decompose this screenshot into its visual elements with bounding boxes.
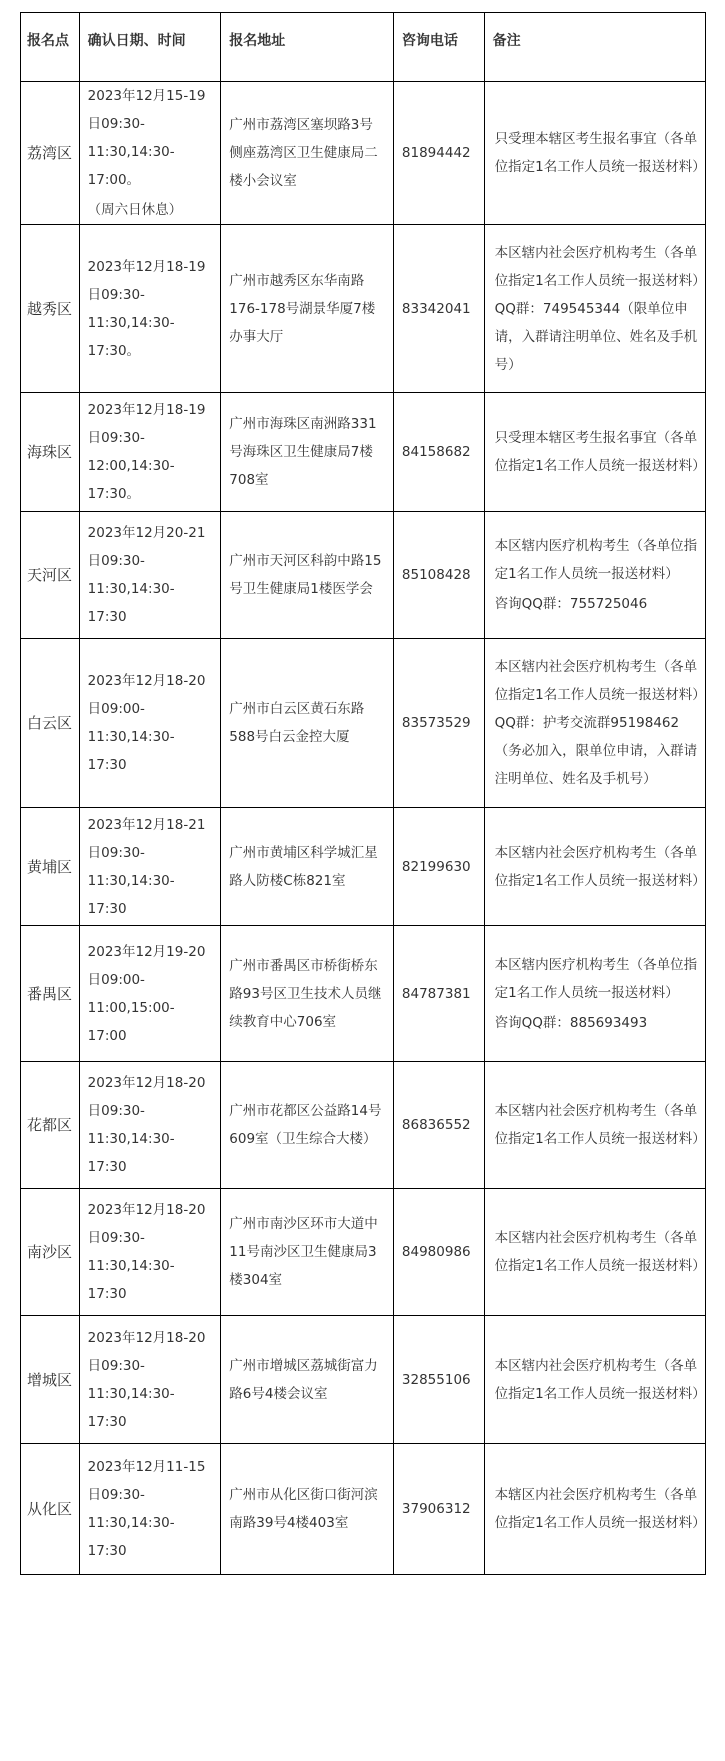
header-address: 报名地址 <box>221 13 394 82</box>
table-row <box>21 1062 706 1189</box>
note-text: 本区辖内社会医疗机构考生（各单位指定1名工作人员统一报送材料） <box>494 1357 706 1402</box>
date-cell: 2023年12月18-19日09:30-11:30,14:30-17:30。 <box>79 225 221 393</box>
district-cell: 天河区 <box>21 512 80 639</box>
note-text: 本区辖内社会医疗机构考生（各单位指定1名工作人员统一报送材料） <box>494 844 706 889</box>
date-text: 2023年12月15-19日09:30-11:30,14:30-17:00。 <box>87 88 206 188</box>
phone-cell: 82199630 <box>393 808 484 926</box>
phone-cell: 83573529 <box>393 639 484 808</box>
note-cell <box>484 225 705 393</box>
date-cell: 2023年12月18-21日09:30-11:30,14:30-17:30 <box>79 808 221 926</box>
phone-cell: 32855106 <box>393 1316 484 1444</box>
address-cell: 广州市海珠区南洲路331号海珠区卫生健康局7楼708室 <box>221 393 394 512</box>
note-text: 本区辖内社会医疗机构考生（各单位指定1名工作人员统一报送材料） <box>494 1103 706 1147</box>
address-cell: 广州市越秀区东华南路176-178号湖景华厦7楼办事大厅 <box>221 225 394 393</box>
date-cell: 2023年12月18-20日09:30-11:30,14:30-17:30 <box>79 1316 221 1444</box>
note-cell <box>484 1316 705 1444</box>
district-cell: 黄埔区 <box>21 808 80 926</box>
address-cell: 广州市增城区荔城街富力路6号4楼会议室 <box>221 1316 394 1444</box>
phone-cell: 85108428 <box>393 512 484 639</box>
note-cell <box>484 393 705 512</box>
header-district: 报名点 <box>21 13 80 82</box>
header-date: 确认日期、时间 <box>79 13 221 82</box>
district-cell: 海珠区 <box>21 393 80 512</box>
note-text: 本区辖内医疗机构考生（各单位指定1名工作人员统一报送材料） <box>494 538 698 582</box>
district-cell: 越秀区 <box>21 225 80 393</box>
address-cell: 广州市天河区科韵中路15号卫生健康局1楼医学会 <box>221 512 394 639</box>
note-text: 只受理本辖区考生报名事宜（各单位指定1名工作人员统一报送材料） <box>494 430 706 474</box>
header-phone: 咨询电话 <box>393 13 484 82</box>
registration-table <box>20 12 706 1575</box>
date-cell: 2023年12月18-20日09:30-11:30,14:30-17:30 <box>79 1189 221 1316</box>
note-text: 本区辖内社会医疗机构考生（各单位指定1名工作人员统一报送材料）QQ群：749545344（限单位申请，入群请注明单位、姓名及手机号） <box>494 244 699 373</box>
district-cell: 增城区 <box>21 1316 80 1444</box>
table-row <box>21 926 706 1062</box>
note-qq: 咨询QQ群：885693493 <box>494 1014 648 1031</box>
header-row <box>21 13 706 82</box>
note-text: 本区辖内医疗机构考生（各单位指定1名工作人员统一报送材料） <box>494 956 698 1001</box>
address-cell: 广州市白云区黄石东路588号白云金控大厦 <box>221 639 394 808</box>
address-cell: 广州市荔湾区塞坝路3号侧座荔湾区卫生健康局二楼小会议室 <box>221 82 394 225</box>
date-cell <box>79 82 221 225</box>
note-cell <box>484 1189 705 1316</box>
note-text: 本辖区内社会医疗机构考生（各单位指定1名工作人员统一报送材料） <box>494 1487 706 1531</box>
address-cell: 广州市黄埔区科学城汇星路人防楼C栋821室 <box>221 808 394 926</box>
note-cell <box>484 639 705 808</box>
note-text: 本区辖内社会医疗机构考生（各单位指定1名工作人员统一报送材料） <box>494 1230 706 1274</box>
table-row <box>21 639 706 808</box>
note-cell <box>484 1062 705 1189</box>
address-cell: 广州市南沙区环市大道中11号南沙区卫生健康局3楼304室 <box>221 1189 394 1316</box>
address-cell: 广州市花都区公益路14号609室（卫生综合大楼） <box>221 1062 394 1189</box>
district-cell: 荔湾区 <box>21 82 80 225</box>
header-note: 备注 <box>484 13 705 82</box>
date-cell: 2023年12月18-20日09:00-11:30,14:30-17:30 <box>79 639 221 808</box>
note-cell <box>484 1444 705 1575</box>
phone-cell: 84787381 <box>393 926 484 1062</box>
phone-cell: 84158682 <box>393 393 484 512</box>
table-row <box>21 1444 706 1575</box>
table-row <box>21 1316 706 1444</box>
district-cell: 从化区 <box>21 1444 80 1575</box>
table-row <box>21 393 706 512</box>
address-cell: 广州市番禺区市桥街桥东路93号区卫生技术人员继续教育中心706室 <box>221 926 394 1062</box>
date-cell: 2023年12月18-20日09:30-11:30,14:30-17:30 <box>79 1062 221 1189</box>
note-cell <box>484 808 705 926</box>
note-cell <box>484 82 705 225</box>
date-cell: 2023年12月20-21日09:30-11:30,14:30-17:30 <box>79 512 221 639</box>
note-text: 只受理本辖区考生报名事宜（各单位指定1名工作人员统一报送材料） <box>494 131 706 175</box>
table-row <box>21 1189 706 1316</box>
phone-cell: 37906312 <box>393 1444 484 1575</box>
note-qq: 咨询QQ群：755725046 <box>494 596 648 612</box>
date-cell: 2023年12月18-19日09:30-12:00,14:30-17:30。 <box>79 393 221 512</box>
district-cell: 白云区 <box>21 639 80 808</box>
phone-cell: 86836552 <box>393 1062 484 1189</box>
note-cell <box>484 512 705 639</box>
note-cell <box>484 926 705 1062</box>
district-cell: 花都区 <box>21 1062 80 1189</box>
phone-cell: 81894442 <box>393 82 484 225</box>
address-cell: 广州市从化区街口街河滨南路39号4楼403室 <box>221 1444 394 1575</box>
date-extra: （周六日休息） <box>87 202 183 218</box>
table-row <box>21 82 706 225</box>
table-row <box>21 225 706 393</box>
phone-cell: 84980986 <box>393 1189 484 1316</box>
district-cell: 番禺区 <box>21 926 80 1062</box>
date-cell: 2023年12月11-15日09:30-11:30,14:30-17:30 <box>79 1444 221 1575</box>
district-cell: 南沙区 <box>21 1189 80 1316</box>
note-text: 本区辖内社会医疗机构考生（各单位指定1名工作人员统一报送材料）QQ群：护考交流群95198462（务必加入，限单位申请，入群请注明单位、姓名及手机号） <box>494 659 699 787</box>
table-row <box>21 808 706 926</box>
date-cell: 2023年12月19-20日09:00-11:00,15:00-17:00 <box>79 926 221 1062</box>
phone-cell: 83342041 <box>393 225 484 393</box>
table-row <box>21 512 706 639</box>
